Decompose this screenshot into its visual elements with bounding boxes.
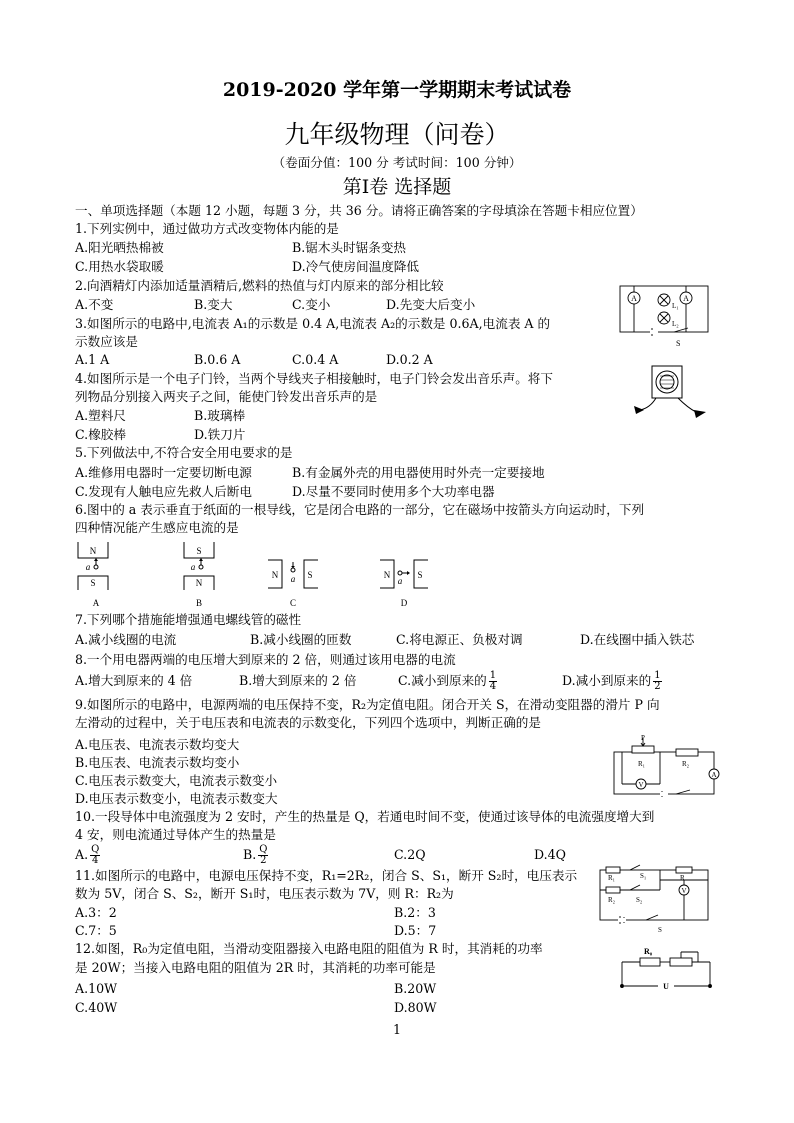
q11-s2-label: S₂ — [636, 896, 643, 904]
q6-figures — [74, 540, 434, 610]
q2-option-d: D.先变大后变小 — [386, 297, 476, 312]
q4-option-b: B.玻璃棒 — [194, 408, 246, 423]
q5-option-a: A.维修用电器时一定要切断电源 — [75, 465, 252, 480]
q11-r1-label: R₁ — [608, 874, 616, 882]
q3-lamp-l1-label: L₁ — [672, 302, 679, 310]
q9-option-b: B.电压表、电流表示数均变小 — [75, 755, 240, 770]
q1-option-b: B.锯木头时锯条变热 — [292, 240, 407, 255]
q10-option-b: B. $\frac{Q}{2}$ — [243, 844, 268, 866]
q9-option-a: A.电压表、电流表示数均变大 — [75, 737, 240, 752]
exam-meta: （卷面分值：100 分 考试时间：100 分钟） — [272, 155, 522, 170]
q11-r2-label: R₂ — [608, 896, 616, 904]
q8-option-d: D.减小到原来的 $\frac{1}{2}$ — [562, 670, 661, 692]
q3-stem-line1: 3.如图所示的电路中,电流表 A₁的示数是 0.4 A,电流表 A₂的示数是 0.6A,电流表 A 的 — [75, 316, 551, 331]
svg-text:S: S — [307, 570, 313, 580]
q9-voltmeter-label: V — [638, 781, 644, 789]
q10-fraction-half: $\frac{Q}{2}$ — [259, 844, 268, 866]
q8-stem: 8.一个用电器两端的电压增大到原来的 2 倍，则通过该用电器的电流 — [75, 652, 456, 667]
q4-option-d: D.铁刀片 — [194, 427, 246, 442]
q7-option-b: B.减小线圈的匝数 — [250, 632, 352, 647]
q12-option-c: C.40W — [75, 1000, 118, 1015]
q6-stem-line1: 6.图中的 a 表示垂直于纸面的一根导线，它是闭合电路的一部分，它在磁场中按箭头方向运动时，下列 — [75, 502, 645, 517]
q7-stem: 7.下列哪个措施能增强通电螺线管的磁性 — [75, 612, 302, 627]
svg-text:C: C — [289, 598, 297, 608]
q8-option-a: A.增大到原来的 4 倍 — [75, 673, 193, 688]
q10-stem-line1: 10.一段导体中电流强度为 2 安时，产生的热量是 Q，若通电时间不变，使通过该导体的电流强度增大到 — [75, 809, 655, 824]
q12-option-d: D.80W — [394, 1000, 437, 1015]
q9-circuit-figure — [610, 734, 720, 802]
q3-ammeter-label-2: A — [683, 294, 689, 303]
q2-option-b: B.变大 — [194, 297, 233, 312]
svg-text:a: a — [190, 562, 196, 572]
svg-text:N: N — [195, 578, 203, 588]
q10-option-d: D.4Q — [534, 847, 566, 862]
svg-text:S: S — [90, 578, 96, 588]
q11-r-label: R — [680, 874, 685, 882]
q6-figure-c — [268, 560, 318, 608]
q3-option-c: C.0.4 A — [292, 352, 339, 367]
q4-option-a: A.塑料尺 — [75, 408, 126, 423]
svg-text:B: B — [195, 598, 203, 608]
section-heading: 一、单项选择题（本题 12 小题，每题 3 分，共 36 分。请将正确答案的字母填涂在答题卡相应位置） — [75, 203, 643, 218]
q9-option-d: D.电压表示数变小，电流表示数变大 — [75, 791, 278, 806]
q8-fraction-half: $\frac{1}{2}$ — [654, 670, 661, 692]
q11-voltmeter-label: V — [681, 887, 687, 895]
q12-circuit-figure — [618, 944, 714, 996]
q7-option-d: D.在线圈中插入铁芯 — [580, 632, 695, 647]
q12-option-b: B.20W — [394, 981, 437, 996]
q11-circuit-figure — [596, 862, 716, 934]
q3-option-b: B.0.6 A — [194, 352, 241, 367]
q6-figure-b — [184, 542, 214, 608]
q4-stem-line2: 列物品分别接入两夹子之间，能使门铃发出音乐声的是 — [75, 389, 378, 404]
q5-stem: 5.下列做法中,不符合安全用电要求的是 — [75, 445, 293, 460]
svg-text:A: A — [92, 598, 100, 608]
q12-stem-line1: 12.如图，R₀为定值电阻，当滑动变阻器接入电路电阻的阻值为 R 时，其消耗的功率 — [75, 941, 543, 956]
svg-text:S: S — [417, 570, 423, 580]
q11-option-d: D.5：7 — [394, 923, 437, 938]
q9-r2-label: R₂ — [682, 760, 690, 768]
q11-stem-line1: 11.如图所示的电路中，电源电压保持不变，R₁=2R₂，闭合 S、S₁，断开 S₂时，电压表示 — [75, 868, 578, 883]
q11-option-b: B.2：3 — [394, 905, 436, 920]
q12-stem-line2: 是 20W；当接入电路电阻的阻值为 2R 时，其消耗的功率可能是 — [75, 960, 436, 975]
q8-option-b: B.增大到原来的 2 倍 — [239, 673, 357, 688]
part-title: 第Ⅰ卷 选择题 — [342, 176, 452, 198]
q12-r0-label: R₀ — [644, 947, 653, 956]
q11-option-c: C.7：5 — [75, 923, 117, 938]
q10-fraction-quarter: $\frac{Q}{4}$ — [91, 844, 100, 866]
q1-option-a: A.阳光晒热棉被 — [75, 240, 164, 255]
q9-ammeter-label: A — [711, 771, 717, 779]
q5-option-d: D.尽量不要同时使用多个大功率电器 — [292, 484, 495, 499]
q12-option-a: A.10W — [75, 981, 118, 996]
q9-stem-line1: 9.如图所示的电路中，电源两端的电压保持不变，R₂为定值电阻。闭合开关 S，在滑动变阻器的滑片 P 向 — [75, 697, 660, 712]
q9-option-c: C.电压表示数变大，电流表示数变小 — [75, 773, 278, 788]
q5-option-b: B.有金属外壳的用电器使用时外壳一定要接地 — [292, 465, 545, 480]
q3-option-d: D.0.2 A — [386, 352, 433, 367]
q8-fraction-quarter: $\frac{1}{4}$ — [489, 670, 497, 692]
q10-option-c: C.2Q — [394, 847, 426, 862]
svg-text:D: D — [400, 598, 408, 608]
q3-lamp-l2-label: L₂ — [672, 320, 679, 328]
q9-stem-line2: 左滑动的过程中，关于电压表和电流表的示数变化，下列四个选项中，判断正确的是 — [75, 715, 541, 730]
q9-r1-label: R₁ — [638, 760, 646, 768]
svg-text:N: N — [383, 570, 391, 580]
q11-s1-label: S₁ — [640, 872, 647, 880]
q1-option-d: D.冷气使房间温度降低 — [292, 259, 419, 274]
q6-stem-line2: 四种情况能产生感应电流的是 — [75, 520, 239, 535]
q7-option-c: C.将电源正、负极对调 — [396, 632, 523, 647]
exam-title: 2019-2020 学年第一学期期末考试试卷 — [222, 79, 572, 101]
q3-ammeter-label: A — [631, 294, 637, 303]
subject-title: 九年级物理（问卷） — [284, 120, 510, 149]
q3-option-a: A.1 A — [75, 352, 110, 367]
q8-option-c: C.减小到原来的 $\frac{1}{4}$ — [398, 670, 497, 692]
q3-stem-line2: 示数应该是 — [75, 334, 138, 349]
q10-option-a: A. $\frac{Q}{4}$ — [75, 844, 100, 866]
q5-option-c: C.发现有人触电应先救人后断电 — [75, 484, 252, 499]
q1-stem: 1.下列实例中，通过做功方式改变物体内能的是 — [75, 221, 339, 236]
q6-figure-a — [78, 542, 108, 608]
q3-circuit-figure — [614, 278, 714, 350]
q10-stem-line2: 4 安，则电流通过导体产生的热量是 — [75, 827, 276, 842]
q4-option-c: C.橡胶棒 — [75, 427, 126, 442]
q9-slider-label: P — [641, 734, 645, 742]
q1-option-c: C.用热水袋取暖 — [75, 259, 164, 274]
q2-option-c: C.变小 — [292, 297, 331, 312]
q2-stem: 2.向酒精灯内添加适量酒精后,燃料的热值与灯内原来的部分相比较 — [75, 278, 444, 293]
q11-stem-line2: 数为 5V，闭合 S、S₂，断开 S₁时，电压表示数为 7V，则 R：R₂为 — [75, 886, 454, 901]
q3-switch-label: S — [676, 339, 681, 348]
svg-text:a: a — [290, 574, 296, 584]
svg-text:S: S — [196, 546, 202, 556]
q7-option-a: A.减小线圈的电流 — [75, 632, 177, 647]
q12-u-label: U — [663, 982, 669, 991]
q2-option-a: A.不变 — [75, 297, 114, 312]
q11-switch-label: S — [658, 926, 662, 934]
svg-text:a: a — [397, 576, 403, 586]
q11-option-a: A.3：2 — [75, 905, 117, 920]
svg-text:N: N — [89, 546, 97, 556]
q4-stem-line1: 4.如图所示是一个电子门铃，当两个导线夹子相接触时，电子门铃会发出音乐声。将下 — [75, 371, 553, 386]
q4-doorbell-figure — [630, 362, 710, 430]
svg-text:a: a — [85, 562, 91, 572]
page-number: 1 — [392, 1022, 401, 1037]
svg-text:N: N — [271, 570, 279, 580]
q6-figure-d — [380, 560, 428, 608]
